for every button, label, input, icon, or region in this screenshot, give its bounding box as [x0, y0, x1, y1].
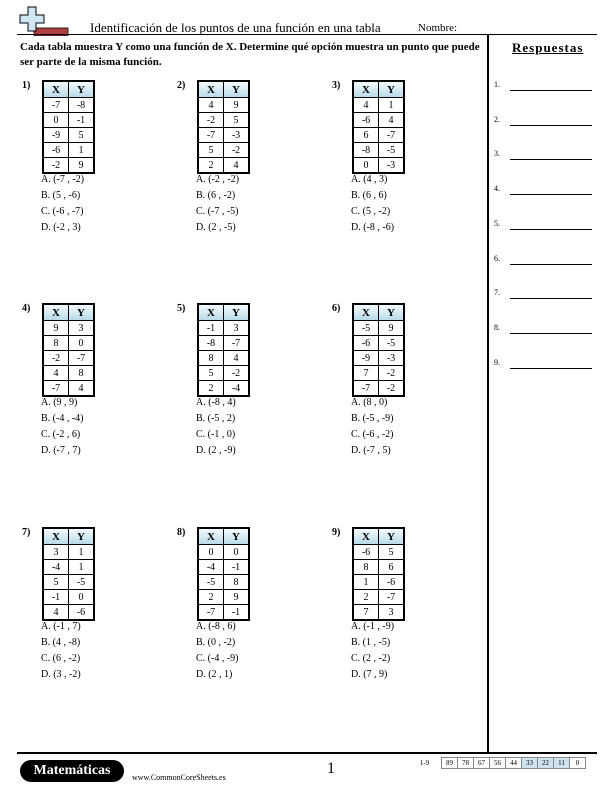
- table-cell: 2: [198, 590, 224, 605]
- problem-number: 2): [177, 80, 186, 91]
- option-item: B. (6 , -2): [196, 190, 236, 201]
- table-cell: 8: [353, 560, 379, 575]
- table-cell: -4: [43, 560, 69, 575]
- table-cell: -2: [43, 158, 69, 174]
- option-list: [196, 395, 236, 459]
- column-header: X: [43, 81, 69, 98]
- option-item: B. (0 , -2): [196, 637, 236, 648]
- table-row: [353, 98, 404, 113]
- table-cell: 1: [379, 98, 405, 113]
- table-row: [43, 113, 94, 128]
- score-cell: 11: [553, 757, 570, 769]
- answer-blank[interactable]: [510, 264, 592, 265]
- answer-line[interactable]: [494, 115, 594, 129]
- table-row: [353, 605, 404, 621]
- table-cell: -8: [198, 336, 224, 351]
- answer-line[interactable]: [494, 149, 594, 163]
- table-cell: -7: [379, 128, 405, 143]
- table-row: [198, 590, 249, 605]
- table-row: [43, 98, 94, 113]
- table-cell: -5: [198, 575, 224, 590]
- table-row: [43, 128, 94, 143]
- table-cell: -9: [43, 128, 69, 143]
- table-cell: 6: [379, 560, 405, 575]
- table-row: [43, 351, 94, 366]
- answer-blank[interactable]: [510, 159, 592, 160]
- table-cell: 4: [224, 158, 250, 174]
- option-item: D. (7 , 9): [351, 669, 388, 680]
- column-header: X: [198, 81, 224, 98]
- table-row: [198, 158, 249, 174]
- answer-number: 3.: [494, 149, 500, 159]
- table-cell: 5: [198, 366, 224, 381]
- table-row: [353, 545, 404, 560]
- table-row: [353, 366, 404, 381]
- footer-divider: [17, 752, 597, 754]
- score-table: [418, 757, 586, 769]
- table-row: [353, 351, 404, 366]
- table-cell: 3: [379, 605, 405, 621]
- answers-title: Respuestas: [512, 40, 584, 55]
- table-row: [198, 605, 249, 621]
- table-row: [198, 381, 249, 397]
- table-cell: 0: [69, 590, 95, 605]
- page-title: Identificación de los puntos de una función en una tabla: [90, 20, 381, 35]
- table-row: [353, 560, 404, 575]
- option-item: C. (6 , -2): [41, 653, 81, 664]
- answer-blank[interactable]: [510, 194, 592, 195]
- table-cell: 2: [353, 590, 379, 605]
- table-cell: 4: [353, 98, 379, 113]
- option-item: D. (-8 , -6): [351, 222, 395, 233]
- option-list: [196, 619, 239, 683]
- column-header: X: [353, 304, 379, 321]
- table-cell: -6: [353, 545, 379, 560]
- table-cell: -2: [43, 351, 69, 366]
- option-item: D. (2 , -5): [196, 222, 236, 233]
- column-header: Y: [224, 528, 250, 545]
- table-cell: 0: [69, 336, 95, 351]
- table-row: [353, 158, 404, 174]
- answer-number: 6.: [494, 253, 500, 263]
- table-cell: -7: [43, 98, 69, 113]
- option-list: [196, 172, 239, 236]
- table-cell: -7: [224, 336, 250, 351]
- xy-table: [197, 303, 250, 397]
- xy-table: [352, 80, 405, 174]
- problem-number: 1): [22, 80, 31, 91]
- answer-number: 5.: [494, 218, 500, 228]
- header-divider: [17, 34, 597, 35]
- table-cell: 9: [224, 98, 250, 113]
- option-item: A. (8 , 0): [351, 397, 388, 408]
- xy-table: [42, 80, 95, 174]
- table-cell: -3: [379, 351, 405, 366]
- table-cell: 6: [353, 128, 379, 143]
- table-cell: -7: [379, 590, 405, 605]
- column-header: X: [198, 528, 224, 545]
- option-item: C. (-1 , 0): [196, 429, 236, 440]
- table-row: [353, 321, 404, 336]
- instructions: Cada tabla muestra Y como una función de X. Determine qué opción muestra un punto que puede ser parte de la misma función.: [20, 41, 480, 68]
- table-cell: -2: [379, 366, 405, 381]
- option-item: A. (4 , 3): [351, 174, 388, 185]
- score-cell: 33: [521, 757, 538, 769]
- table-cell: -1: [198, 321, 224, 336]
- table-cell: -6: [353, 113, 379, 128]
- xy-table: [352, 527, 405, 621]
- score-cell: 22: [537, 757, 554, 769]
- table-cell: -7: [69, 351, 95, 366]
- table-cell: -7: [198, 605, 224, 621]
- table-cell: -1: [69, 113, 95, 128]
- answer-line[interactable]: [494, 80, 594, 94]
- table-cell: 0: [198, 545, 224, 560]
- table-cell: 2: [198, 158, 224, 174]
- table-cell: 3: [69, 321, 95, 336]
- option-list: [41, 619, 81, 683]
- table-cell: -1: [43, 590, 69, 605]
- table-row: [198, 575, 249, 590]
- option-item: B. (4 , -8): [41, 637, 81, 648]
- column-header: X: [198, 304, 224, 321]
- option-item: B. (1 , -5): [351, 637, 391, 648]
- problem-number: 9): [332, 527, 341, 538]
- answer-line[interactable]: [494, 288, 594, 302]
- option-item: B. (-4 , -4): [41, 413, 84, 424]
- problem-number: 5): [177, 303, 186, 314]
- option-item: B. (6 , 6): [351, 190, 387, 201]
- table-cell: -8: [69, 98, 95, 113]
- brand-badge: Matemáticas: [20, 760, 124, 782]
- table-row: [43, 560, 94, 575]
- table-cell: 1: [69, 560, 95, 575]
- column-header: X: [43, 304, 69, 321]
- answer-blank[interactable]: [510, 368, 592, 369]
- table-row: [43, 321, 94, 336]
- table-row: [198, 113, 249, 128]
- table-row: [43, 605, 94, 621]
- option-item: C. (-2 , 6): [41, 429, 81, 440]
- table-cell: 3: [224, 321, 250, 336]
- table-row: [43, 590, 94, 605]
- logo-plus-icon: [18, 6, 72, 36]
- option-list: [41, 172, 84, 236]
- answer-line[interactable]: [494, 358, 594, 372]
- option-item: A. (-1 , 7): [41, 621, 81, 632]
- table-row: [353, 336, 404, 351]
- option-item: D. (-7 , 7): [41, 445, 81, 456]
- table-cell: -6: [43, 143, 69, 158]
- column-header: X: [353, 81, 379, 98]
- table-cell: -7: [43, 381, 69, 397]
- table-cell: -2: [198, 113, 224, 128]
- column-header: Y: [224, 81, 250, 98]
- table-row: [198, 143, 249, 158]
- option-list: [351, 395, 394, 459]
- table-cell: -5: [69, 575, 95, 590]
- table-cell: -5: [379, 336, 405, 351]
- score-cell: 78: [457, 757, 474, 769]
- option-item: A. (-2 , -2): [196, 174, 240, 185]
- option-item: D. (-2 , 3): [41, 222, 81, 233]
- table-cell: -1: [224, 560, 250, 575]
- xy-table: [352, 303, 405, 397]
- column-header: Y: [379, 304, 405, 321]
- table-cell: 5: [43, 575, 69, 590]
- table-cell: 4: [224, 351, 250, 366]
- table-cell: 0: [353, 158, 379, 174]
- name-label: Nombre:: [418, 22, 458, 34]
- table-cell: 8: [69, 366, 95, 381]
- table-cell: 8: [198, 351, 224, 366]
- column-header: Y: [69, 81, 95, 98]
- site-url: www.CommonCoreSheets.es: [132, 773, 226, 782]
- table-cell: 5: [198, 143, 224, 158]
- table-row: [43, 143, 94, 158]
- table-cell: -9: [353, 351, 379, 366]
- answer-number: 8.: [494, 322, 500, 332]
- column-header: Y: [224, 304, 250, 321]
- table-cell: 8: [43, 336, 69, 351]
- table-cell: -4: [198, 560, 224, 575]
- table-cell: -7: [353, 381, 379, 397]
- column-header: Y: [379, 81, 405, 98]
- table-cell: 1: [69, 143, 95, 158]
- option-item: C. (-4 , -9): [196, 653, 239, 664]
- table-cell: 5: [224, 113, 250, 128]
- table-row: [198, 321, 249, 336]
- table-cell: -6: [69, 605, 95, 621]
- option-item: D. (-7 , 5): [351, 445, 391, 456]
- answer-number: 4.: [494, 184, 500, 194]
- table-row: [198, 351, 249, 366]
- table-cell: 0: [43, 113, 69, 128]
- table-cell: 9: [224, 590, 250, 605]
- option-item: A. (-8 , 6): [196, 621, 236, 632]
- table-cell: 1: [353, 575, 379, 590]
- option-item: A. (-1 , -9): [351, 621, 395, 632]
- option-item: C. (5 , -2): [351, 206, 391, 217]
- option-item: A. (-8 , 4): [196, 397, 236, 408]
- answer-number: 2.: [494, 114, 500, 124]
- option-item: C. (2 , -2): [351, 653, 391, 664]
- option-list: [41, 395, 84, 459]
- problem-number: 3): [332, 80, 341, 91]
- column-header: X: [43, 528, 69, 545]
- xy-table: [42, 527, 95, 621]
- option-item: D. (3 , -2): [41, 669, 81, 680]
- answer-blank[interactable]: [510, 90, 592, 91]
- answer-column-divider: [487, 34, 489, 752]
- table-row: [198, 560, 249, 575]
- table-row: [43, 366, 94, 381]
- table-row: [353, 590, 404, 605]
- option-item: B. (-5 , -9): [351, 413, 394, 424]
- problem-number: 4): [22, 303, 31, 314]
- table-cell: -2: [224, 143, 250, 158]
- score-cell: 0: [569, 757, 586, 769]
- table-cell: 9: [69, 158, 95, 174]
- table-row: [353, 143, 404, 158]
- xy-table: [197, 80, 250, 174]
- table-cell: -7: [198, 128, 224, 143]
- table-cell: 4: [198, 98, 224, 113]
- score-cell: 44: [505, 757, 522, 769]
- table-row: [353, 113, 404, 128]
- answer-number: 9.: [494, 357, 500, 367]
- table-cell: 4: [43, 366, 69, 381]
- table-cell: -5: [353, 321, 379, 336]
- table-cell: 5: [379, 545, 405, 560]
- table-row: [198, 366, 249, 381]
- option-item: C. (-6 , -7): [41, 206, 84, 217]
- xy-table: [42, 303, 95, 397]
- table-row: [43, 545, 94, 560]
- page-number: 1: [327, 760, 335, 777]
- table-cell: 5: [69, 128, 95, 143]
- answer-blank[interactable]: [510, 298, 592, 299]
- problem-number: 7): [22, 527, 31, 538]
- score-range-label: 1-9: [419, 759, 430, 767]
- option-list: [351, 619, 394, 683]
- option-item: B. (-5 , 2): [196, 413, 236, 424]
- score-cell: 67: [473, 757, 490, 769]
- option-list: [351, 172, 394, 236]
- column-header: Y: [379, 528, 405, 545]
- answer-line[interactable]: [494, 219, 594, 233]
- column-header: Y: [69, 528, 95, 545]
- table-cell: 1: [69, 545, 95, 560]
- option-item: D. (2 , 1): [196, 669, 233, 680]
- option-item: C. (-7 , -5): [196, 206, 239, 217]
- table-cell: 3: [43, 545, 69, 560]
- answer-blank[interactable]: [510, 333, 592, 334]
- table-cell: -1: [224, 605, 250, 621]
- column-header: Y: [69, 304, 95, 321]
- table-cell: 7: [353, 605, 379, 621]
- table-row: [353, 128, 404, 143]
- column-header: X: [353, 528, 379, 545]
- option-item: B. (5 , -6): [41, 190, 81, 201]
- table-cell: -5: [379, 143, 405, 158]
- table-cell: -3: [224, 128, 250, 143]
- option-item: A. (-7 , -2): [41, 174, 85, 185]
- table-row: [198, 545, 249, 560]
- table-row: [43, 158, 94, 174]
- table-cell: 7: [353, 366, 379, 381]
- problem-number: 8): [177, 527, 186, 538]
- answer-line[interactable]: [494, 323, 594, 337]
- table-cell: 4: [43, 605, 69, 621]
- table-cell: -6: [379, 575, 405, 590]
- table-cell: -4: [224, 381, 250, 397]
- answer-line[interactable]: [494, 184, 594, 198]
- table-row: [198, 128, 249, 143]
- table-cell: 4: [69, 381, 95, 397]
- table-cell: -2: [224, 366, 250, 381]
- table-row: [43, 575, 94, 590]
- table-cell: -2: [379, 381, 405, 397]
- answer-line[interactable]: [494, 254, 594, 268]
- table-row: [353, 575, 404, 590]
- table-cell: 4: [379, 113, 405, 128]
- table-cell: 8: [224, 575, 250, 590]
- table-row: [353, 381, 404, 397]
- answer-number: 1.: [494, 80, 500, 89]
- score-cell: 89: [441, 757, 458, 769]
- table-row: [43, 381, 94, 397]
- table-row: [198, 336, 249, 351]
- option-item: D. (2 , -9): [196, 445, 236, 456]
- score-cell: 56: [489, 757, 506, 769]
- table-row: [43, 336, 94, 351]
- table-cell: -6: [353, 336, 379, 351]
- problem-number: 6): [332, 303, 341, 314]
- answer-number: 7.: [494, 288, 500, 298]
- table-cell: 2: [198, 381, 224, 397]
- option-item: A. (9 , 9): [41, 397, 78, 408]
- table-row: [198, 98, 249, 113]
- table-cell: 9: [43, 321, 69, 336]
- table-cell: -8: [353, 143, 379, 158]
- table-cell: -3: [379, 158, 405, 174]
- table-cell: 9: [379, 321, 405, 336]
- answer-blank[interactable]: [510, 229, 592, 230]
- xy-table: [197, 527, 250, 621]
- table-cell: 0: [224, 545, 250, 560]
- answer-blank[interactable]: [510, 125, 592, 126]
- option-item: C. (-6 , -2): [351, 429, 394, 440]
